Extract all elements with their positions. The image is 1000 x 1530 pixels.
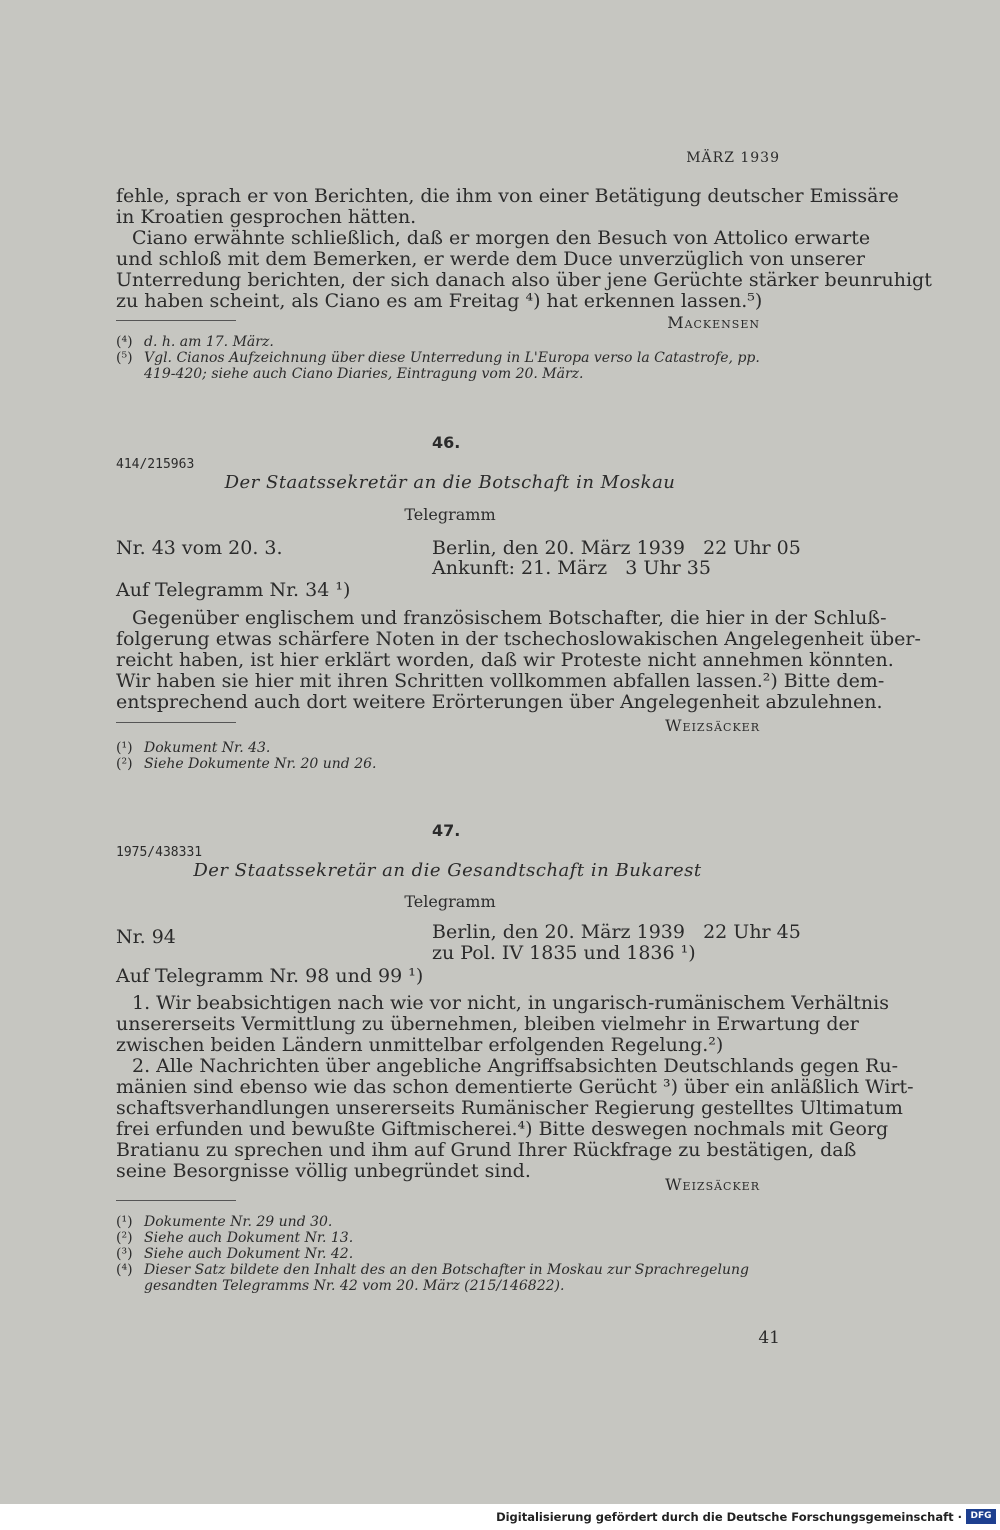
text-line: reicht haben, ist hier erklärt worden, daß wir Proteste nicht annehmen könnten.	[116, 649, 894, 671]
text-line: fehle, sprach er von Berichten, die ihm von einer Betätigung deutscher Emissäre	[116, 185, 899, 207]
footnote-text: Dokumente Nr. 29 und 30.	[144, 1214, 333, 1230]
footnote-rule	[116, 320, 236, 321]
text-line: folgerung etwas schärfere Noten in der tschechoslowakischen Angelegenheit über-	[116, 628, 921, 650]
file-reference: 1975/438331	[116, 845, 203, 860]
document-body	[116, 992, 914, 1182]
text-line: mänien sind ebenso wie das schon dementierte Gerücht ³) über ein anläßlich Wirt-	[116, 1076, 914, 1098]
document-title: Der Staatssekretär an die Botschaft in Moskau	[224, 472, 676, 493]
text-line: frei erfunden und bewußte Giftmischerei.⁴) Bitte deswegen nochmals mit Georg	[116, 1118, 889, 1140]
running-header-date: MÄRZ 1939	[686, 150, 780, 166]
telegram-reference: Auf Telegramm Nr. 98 und 99 ¹)	[116, 965, 424, 987]
sent-line: Berlin, den 20. März 1939 22 Uhr 05	[432, 537, 801, 559]
footnote-number: (³)	[116, 1246, 133, 1262]
text-line: Unterredung berichten, der sich danach also über jene Gerüchte stärker beunruhigt	[116, 269, 932, 291]
document-body	[116, 607, 921, 713]
footnotes-46	[116, 740, 780, 772]
text-line: entsprechend auch dort weitere Erörterungen über Angelegenheit abzulehnen.	[116, 691, 883, 713]
footnote-text: Vgl. Cianos Aufzeichnung über diese Unterredung in L'Europa verso la Catastrofe, pp. 419-420; siehe auch Ciano Diaries, Eintragung vom 20. März.	[144, 350, 760, 382]
footnote-number: (⁴)	[116, 1262, 133, 1278]
document-type: Telegramm	[404, 892, 496, 911]
text-line: Bratianu zu sprechen und ihm auf Grund Ihrer Rückfrage zu bestätigen, daß	[116, 1139, 857, 1161]
text-line: Wir haben sie hier mit ihren Schritten vollkommen abfallen lassen.²) Bitte dem-	[116, 670, 885, 692]
file-reference: 414/215963	[116, 457, 195, 472]
sent-line: Berlin, den 20. März 1939 22 Uhr 45	[432, 921, 801, 943]
text-line: und schloß mit dem Bemerken, er werde dem Duce unverzüglich von unserer	[116, 248, 866, 270]
footnotes-continuation	[116, 334, 780, 382]
telegram-number: Nr. 43 vom 20. 3.	[116, 537, 283, 559]
footnote-rule	[116, 722, 236, 723]
text-line: schaftsverhandlungen unsererseits Rumänischer Regierung gestelltes Ultimatum	[116, 1097, 903, 1119]
text-line: zu haben scheint, als Ciano es am Freitag ⁴) hat erkennen lassen.⁵)	[116, 290, 763, 312]
footnote-number: (²)	[116, 1230, 133, 1246]
footnote-rule	[116, 1200, 236, 1201]
document-number-47: 47.	[432, 821, 461, 840]
continuation-text	[116, 185, 932, 312]
text-line: zwischen beiden Ländern unmittelbar erfolgenden Regelung.²)	[116, 1034, 724, 1056]
document-title: Der Staatssekretär an die Gesandtschaft in Bukarest	[193, 860, 702, 881]
footnote-text: d. h. am 17. März.	[144, 334, 274, 350]
footnote-number: (²)	[116, 756, 133, 772]
footer-text: Digitalisierung gefördert durch die Deutsche Forschungsgemeinschaft ·	[496, 1510, 962, 1524]
text-line: in Kroatien gesprochen hätten.	[116, 206, 417, 228]
signature-mackensen: Mackensen	[667, 313, 760, 332]
digitization-footer	[0, 1504, 1000, 1530]
page-number: 41	[758, 1328, 780, 1348]
signature-weizsaecker: Weizsäcker	[665, 716, 760, 735]
telegram-number: Nr. 94	[116, 926, 176, 948]
footnote-number: (¹)	[116, 1214, 133, 1230]
text-line: 2. Alle Nachrichten über angebliche Angriffsabsichten Deutschlands gegen Ru-	[132, 1055, 899, 1077]
text-line: 1. Wir beabsichtigen nach wie vor nicht, in ungarisch-rumänischem Verhältnis	[132, 992, 889, 1014]
telegram-reference: Auf Telegramm Nr. 34 ¹)	[116, 579, 351, 601]
footnotes-47	[116, 1214, 780, 1294]
dfg-logo: DFG	[966, 1509, 996, 1524]
reference-line: zu Pol. IV 1835 und 1836 ¹)	[432, 942, 696, 964]
text-line: Ciano erwähnte schließlich, daß er morgen den Besuch von Attolico erwarte	[132, 227, 871, 249]
arrival-line: Ankunft: 21. März 3 Uhr 35	[432, 557, 711, 579]
text-line: seine Besorgnisse völlig unbegründet sind.	[116, 1160, 531, 1182]
text-line: Gegenüber englischem und französischem Botschafter, die hier in der Schluß-	[132, 607, 887, 629]
footnote-number: (¹)	[116, 740, 133, 756]
footnote-text: Siehe Dokumente Nr. 20 und 26.	[144, 756, 377, 772]
document-type: Telegramm	[404, 505, 496, 524]
text-line: unsererseits Vermittlung zu übernehmen, bleiben vielmehr in Erwartung der	[116, 1013, 859, 1035]
footnote-text: Dokument Nr. 43.	[144, 740, 271, 756]
footnote-text: Siehe auch Dokument Nr. 13.	[144, 1230, 354, 1246]
document-number-46: 46.	[432, 433, 461, 452]
footnote-text: Siehe auch Dokument Nr. 42.	[144, 1246, 354, 1262]
footnote-text: Dieser Satz bildete den Inhalt des an den Botschafter in Moskau zur Sprachregelung gesandten Telegramms Nr. 42 vom 20. März (215/146822).	[144, 1262, 749, 1294]
signature-weizsaecker: Weizsäcker	[665, 1175, 760, 1194]
footnote-number: (⁴)	[116, 334, 133, 350]
footnote-number: (⁵)	[116, 350, 133, 366]
